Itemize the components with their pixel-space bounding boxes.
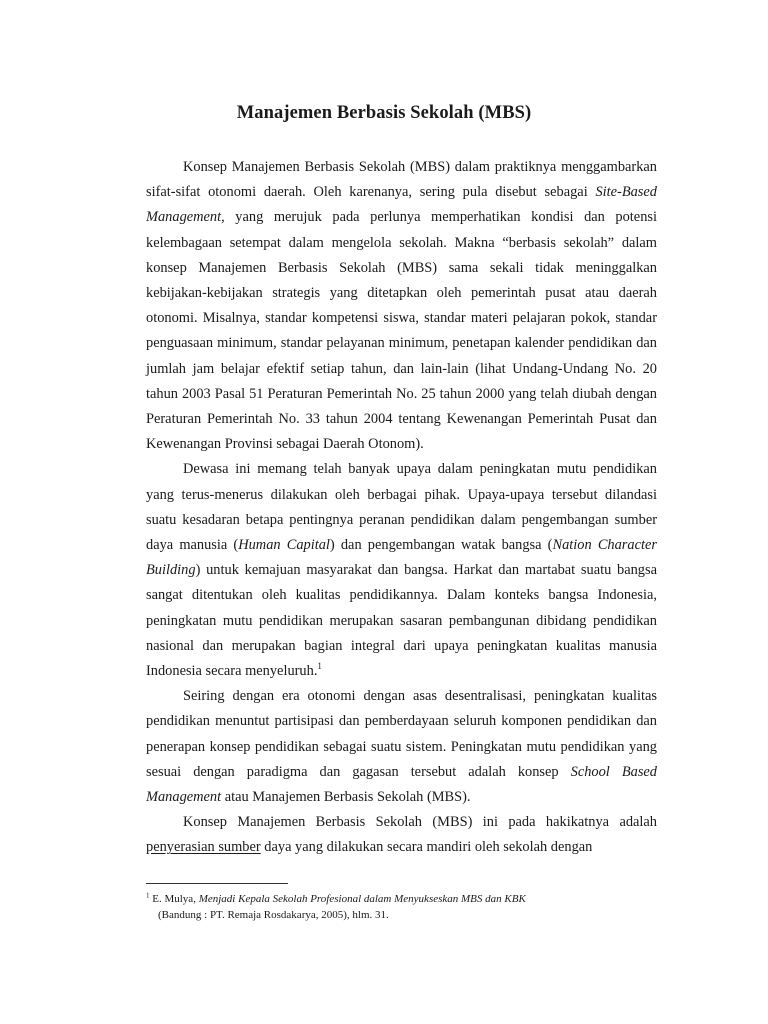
paragraph-text: atau Manajemen Berbasis Sekolah (MBS). bbox=[221, 789, 471, 806]
paragraph-text: Konsep Manajemen Berbasis Sekolah (MBS) dalam praktiknya menggambarkan sifat-sifat otonomi daerah. Oleh karenanya, sering pula disebut sebagai bbox=[146, 159, 657, 201]
paragraph-3 bbox=[146, 684, 657, 810]
italic-term: Nation Character Building bbox=[146, 537, 657, 579]
footnote-number: 1 bbox=[146, 891, 150, 900]
paragraph-text: Dewasa ini memang telah banyak upaya dalam peningkatan mutu pendidikan yang terus-menerus dilakukan oleh berbagai pihak. Upaya-upaya tersebut dilandasi suatu kesadaran betapa pentingnya peranan pendidikan dalam pengembangan sumber daya manusia ( bbox=[146, 461, 657, 554]
underlined-text: penyerasian sumber bbox=[146, 839, 261, 856]
footnote-reference: 1 bbox=[317, 661, 322, 672]
paragraph-4 bbox=[146, 810, 657, 860]
document-body bbox=[146, 155, 657, 861]
footnote-author: E. Mulya, bbox=[149, 893, 199, 905]
footnote-book-title: Menjadi Kepala Sekolah Profesional dalam Menyukseskan MBS dan KBK bbox=[198, 893, 526, 905]
paragraph-text: daya yang dilakukan secara mandiri oleh sekolah dengan bbox=[260, 839, 593, 856]
footnote-line-2: (Bandung : PT. Remaja Rosdakarya, 2005), hlm. 31. bbox=[158, 909, 389, 921]
italic-term: Human Capital bbox=[238, 537, 330, 554]
paragraph-text: Seiring dengan era otonomi dengan asas desentralisasi, peningkatan kualitas pendidikan menuntut partisipasi dan pemberdayaan seluruh komponen pendidikan dan penerapan konsep pendidikan sebagai suatu sistem. Peningkatan mutu pendidikan yang sesuai dengan paradigma dan gagasan tersebut adalah konsep bbox=[146, 688, 657, 780]
footnote-line-1 bbox=[146, 891, 666, 907]
paragraph-text: Konsep Manajemen Berbasis Sekolah (MBS) ini pada hakikatnya adalah bbox=[183, 814, 657, 831]
italic-term: Site-Based Management bbox=[146, 184, 657, 226]
footnote-separator bbox=[146, 883, 288, 884]
paragraph-2 bbox=[146, 457, 657, 684]
paragraph-text: ) untuk kemajuan masyarakat dan bangsa. Harkat dan martabat suatu bangsa sangat ditentukan oleh kualitas pendidikannya. Dalam konteks bangsa Indonesia, peningkatan mutu pendidikan merupakan sasaran pembangunan dibidang pendidikan nasional dan merupakan bagian integral dari upaya peningkatan kualitas manusia Indonesia secara menyeluruh. bbox=[146, 562, 657, 680]
paragraph-text: ) dan pengembangan watak bangsa ( bbox=[329, 537, 553, 554]
italic-term: School Based Management bbox=[146, 763, 657, 806]
page-title: Manajemen Berbasis Sekolah (MBS) bbox=[236, 103, 532, 123]
footnote bbox=[146, 891, 666, 923]
paragraph-1 bbox=[146, 155, 657, 457]
paragraph-text: , yang merujuk pada perlunya memperhatikan kondisi dan potensi kelembagaan setempat dalam mengelola sekolah. Makna “berbasis sekolah” dalam konsep Manajemen Berbasis Sekolah (MBS) sama sekali tidak meninggalkan kebijakan-kebijakan strategis yang ditetapkan oleh pemerintah pusat atau daerah otonomi. Misalnya, standar kompetensi siswa, standar materi pelajaran pokok, standar penguasaan minimum, standar pelayanan minimum, penetapan kalender pendidikan dan jumlah jam belajar efektif setiap tahun, dan lain-lain (lihat Undang-Undang No. 20 tahun 2003 Pasal 51 Peraturan Pemerintah No. 25 tahun 2000 yang telah diubah dengan Peraturan Pemerintah No. 33 tahun 2004 tentang Kewenangan Pemerintah Pusat dan Kewenangan Provinsi sebagai Daerah Otonom). bbox=[146, 209, 657, 453]
